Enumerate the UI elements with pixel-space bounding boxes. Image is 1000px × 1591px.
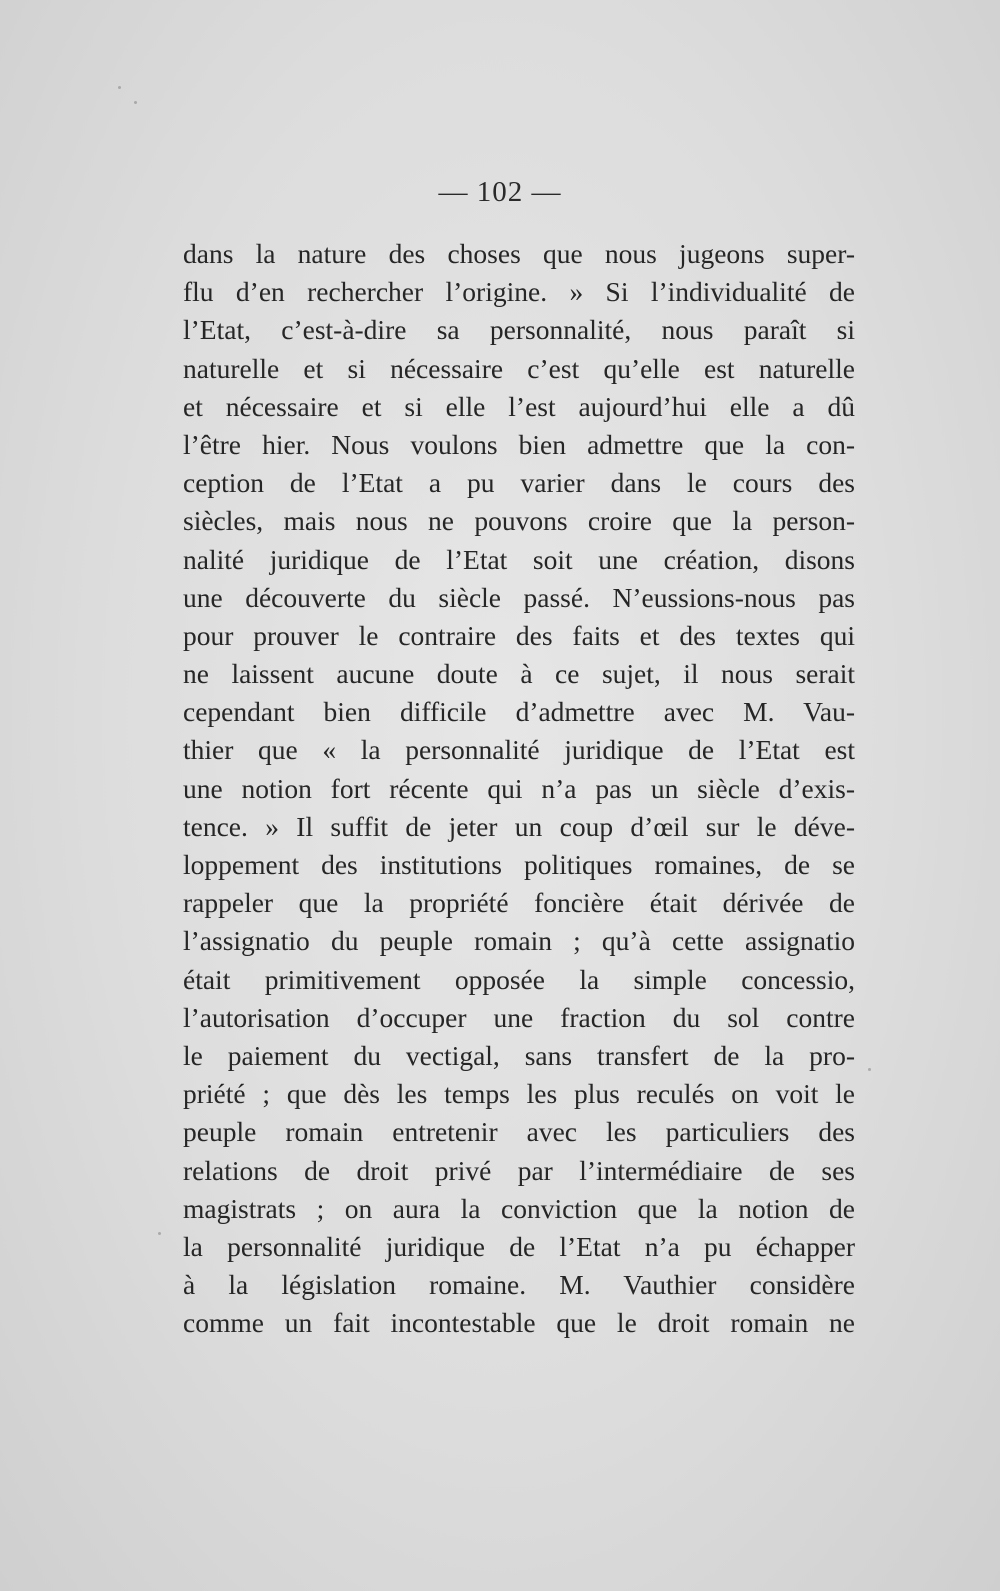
- text-line: naturelle et si nécessaire c’est qu’elle est naturelle: [183, 352, 855, 384]
- text-line: le paiement du vectigal, sans transfert de la pro-: [183, 1039, 855, 1071]
- text-line: pour prouver le contraire des faits et des textes qui: [183, 619, 855, 651]
- text-line: tence. » Il suffit de jeter un coup d’œil sur le déve-: [183, 810, 855, 842]
- text-line: priété ; que dès les temps les plus reculés on voit le: [183, 1078, 855, 1110]
- text-line: comme un fait incontestable que le droit romain ne: [183, 1307, 855, 1339]
- body-text: [183, 235, 855, 1342]
- paper-speck: [158, 1232, 161, 1235]
- text-line: thier que « la personnalité juridique de l’Etat est: [183, 734, 855, 766]
- text-line: l’être hier. Nous voulons bien admettre que la con-: [183, 428, 855, 460]
- paper-speck: [118, 86, 121, 89]
- text-line: l’assignatio du peuple romain ; qu’à cette assignatio: [183, 925, 855, 957]
- text-line: relations de droit privé par l’intermédiaire de ses: [183, 1154, 855, 1186]
- text-line: flu d’en rechercher l’origine. » Si l’individualité de: [183, 276, 855, 308]
- text-line: cependant bien difficile d’admettre avec M. Vau-: [183, 696, 855, 728]
- text-line: rappeler que la propriété foncière était dérivée de: [183, 887, 855, 919]
- text-line: une notion fort récente qui n’a pas un siècle d’exis-: [183, 772, 855, 804]
- text-line: ception de l’Etat a pu varier dans le cours des: [183, 467, 855, 499]
- text-line: une découverte du siècle passé. N’eussions-nous pas: [183, 581, 855, 613]
- text-line: ne laissent aucune doute à ce sujet, il nous serait: [183, 658, 855, 690]
- paper-speck: [868, 1068, 871, 1071]
- text-line: magistrats ; on aura la conviction que la notion de: [183, 1192, 855, 1224]
- text-line: dans la nature des choses que nous jugeons super-: [183, 238, 855, 269]
- text-line: la personnalité juridique de l’Etat n’a pu échapper: [183, 1230, 855, 1262]
- text-line: était primitivement opposée la simple concessio,: [183, 963, 855, 995]
- text-line: l’autorisation d’occuper une fraction du sol contre: [183, 1001, 855, 1033]
- text-line: nalité juridique de l’Etat soit une création, disons: [183, 543, 855, 575]
- text-line: peuple romain entretenir avec les particuliers des: [183, 1116, 855, 1148]
- text-line: et nécessaire et si elle l’est aujourd’hui elle a dû: [183, 390, 855, 422]
- text-line: à la législation romaine. M. Vauthier considère: [183, 1269, 855, 1301]
- text-line: l’Etat, c’est-à-dire sa personnalité, nous paraît si: [183, 314, 855, 346]
- paper-speck: [134, 101, 137, 104]
- text-line: loppement des institutions politiques romaines, de se: [183, 849, 855, 880]
- text-line: siècles, mais nous ne pouvons croire que la person-: [183, 505, 855, 537]
- page-number: — 102 —: [438, 176, 562, 208]
